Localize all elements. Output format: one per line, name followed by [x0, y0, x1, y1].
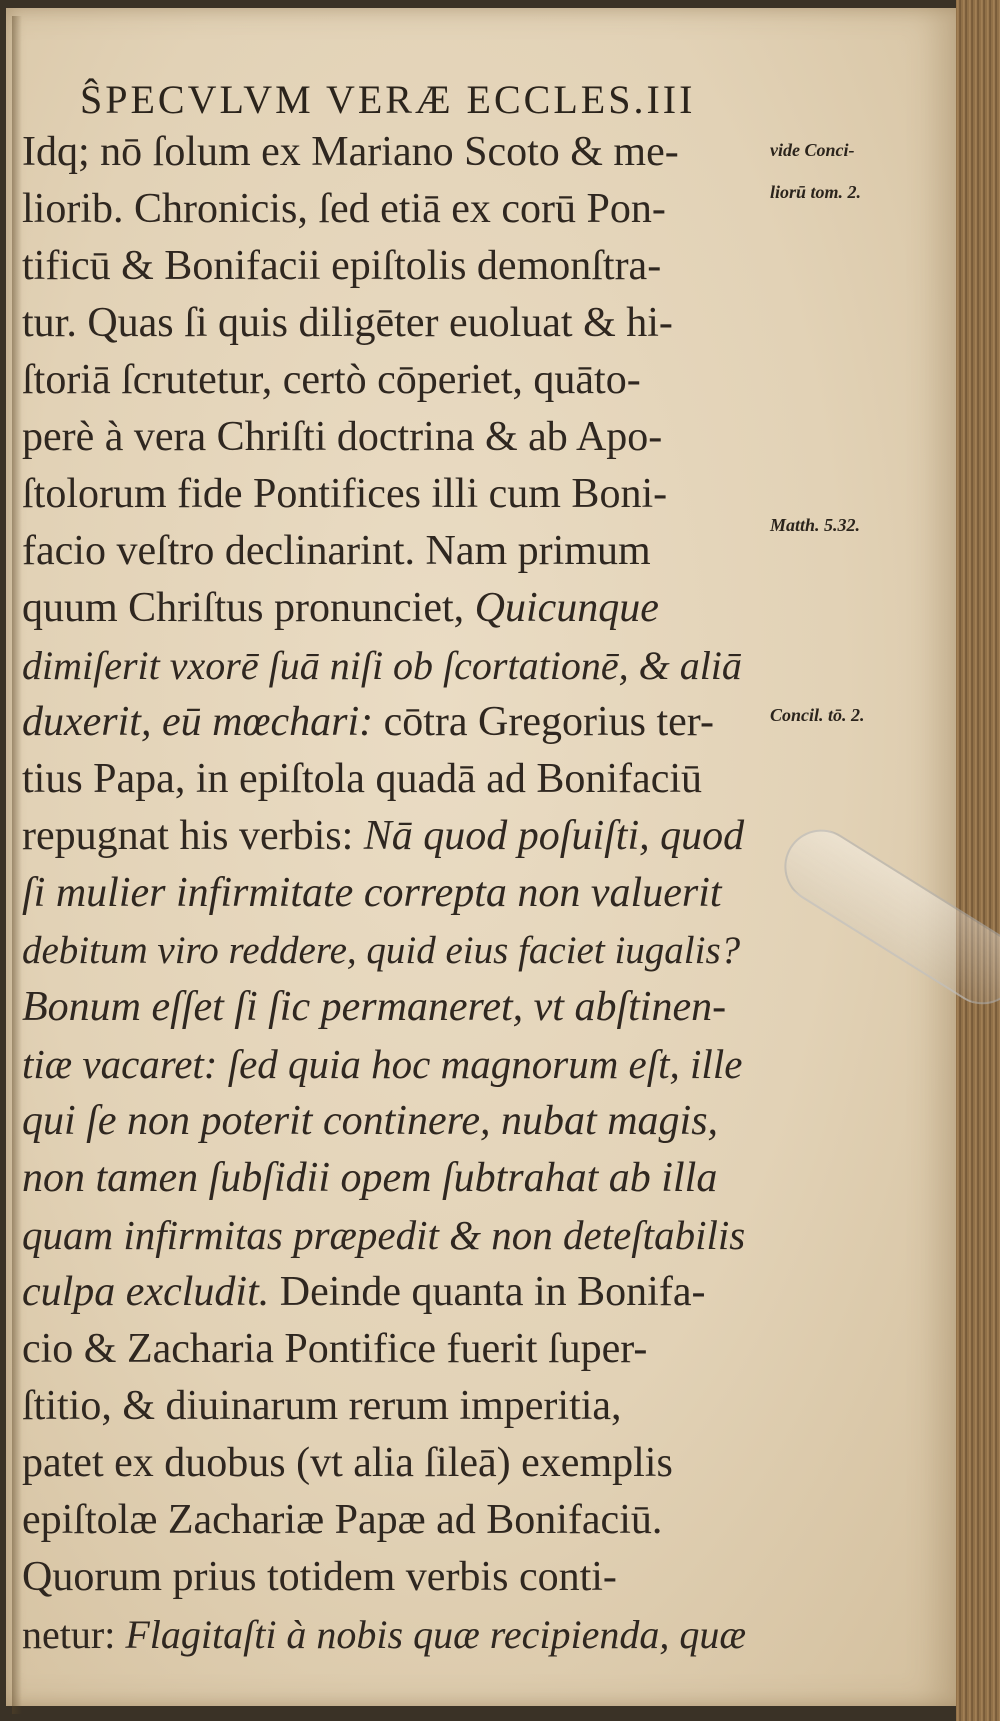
text-line: dimiſerit vxorē ſuā niſi ob ſcortationē, & aliā [22, 643, 742, 688]
margin-note-vide: vide Conci- [770, 140, 855, 160]
text-line: Idq; nō ſolum ex Mariano Scoto & me- [22, 129, 679, 175]
text-line: debitum viro reddere, quid eius faciet iugalis? [22, 929, 741, 972]
text-line: quam infirmitas præpedit & non deteſtabilis [22, 1212, 746, 1258]
margin-note-concil: Concil. tō. 2. [770, 705, 865, 725]
margin-note-conciliorum: liorū tom. 2. [770, 182, 862, 202]
text-line: repugnat his verbis: Nā quod poſuiſti, quod [22, 813, 745, 859]
text-line: tificū & Bonifacii epiſtolis demonſtra- [22, 243, 662, 289]
text-line: culpa excludit. Deinde quanta in Bonifa- [22, 1269, 706, 1315]
text-line: qui ſe non poterit continere, nubat magis, [22, 1098, 719, 1144]
text-line: liorib. Chronicis, ſed etiā ex corū Pon- [22, 186, 666, 232]
text-line: epiſtolæ Zachariæ Papæ ad Bonifaciū. [22, 1497, 663, 1543]
text-line: perè à vera Chriſti doctrina & ab Apo- [22, 414, 663, 460]
text-line: ſtolorum fide Pontifices illi cum Boni- [22, 471, 668, 517]
text-line: ſtoriā ſcrutetur, certò cōperiet, quāto- [22, 357, 641, 403]
text-line: patet ex duobus (vt alia ſileā) exemplis [22, 1440, 673, 1486]
page-gutter [12, 16, 22, 1714]
body-text [22, 124, 757, 1663]
text-line: tiæ vacaret: ſed quia hoc magnorum eſt, ille [22, 1041, 743, 1087]
text-line: facio veſtro declinarint. Nam primum [22, 528, 651, 574]
text-line: tur. Quas ſi quis diligēter euoluat & hi- [22, 300, 673, 346]
running-header: ŜPECVLVM VERÆ ECCLES.III [80, 77, 696, 122]
text-line: ſi mulier infirmitate correpta non valuerit [22, 870, 722, 916]
text-line: quum Chriſtus pronunciet, Quicunque [22, 585, 659, 631]
text-line: Quorum prius totidem verbis conti- [22, 1554, 617, 1600]
margin-note-matthew: Matth. 5.32. [770, 515, 861, 535]
text-line: non tamen ſubſidii opem ſubtrahat ab illa [22, 1155, 718, 1201]
text-line: netur: Flagitaſti à nobis quæ recipienda, quæ [22, 1612, 747, 1657]
page-edges [956, 0, 1000, 1721]
text-line: Bonum eſſet ſi ſic permaneret, vt abſtinen- [22, 984, 727, 1030]
text-line: duxerit, eū mœchari: cōtra Gregorius ter- [22, 699, 714, 745]
text-line: tius Papa, in epiſtola quadā ad Bonifaciū [22, 756, 702, 802]
text-line: ſtitio, & diuinarum rerum imperitia, [22, 1383, 622, 1429]
text-line: cio & Zacharia Pontifice fuerit ſuper- [22, 1326, 648, 1372]
